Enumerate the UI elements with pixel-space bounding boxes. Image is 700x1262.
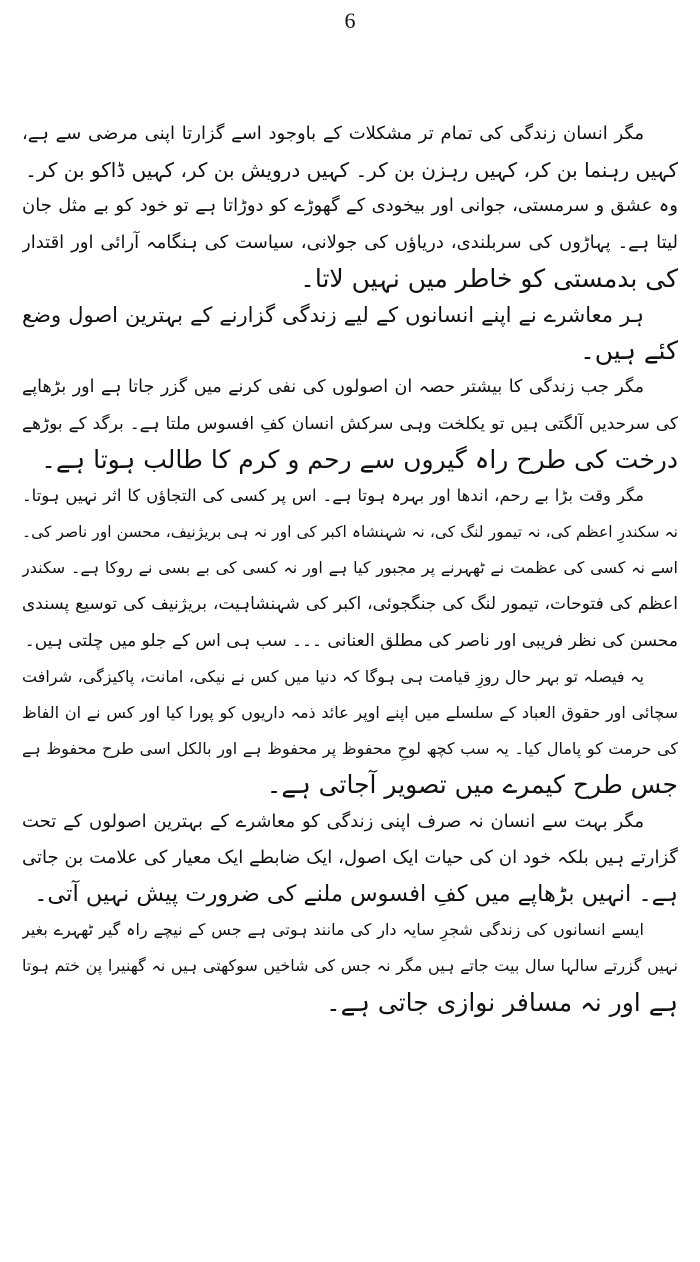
text-line: کی حرمت کو پامال کیا۔ یہ سب کچھ لوحِ محفوظ پر محفوظ ہے اور بالکل اسی طرح محفوظ ہے <box>22 739 678 759</box>
text-line: کی بدمستی کو خاطر میں نہیں لاتا۔ <box>300 263 678 293</box>
text-line: محسن کی نظر فریبی اور ناصر کی مطلق العنانی ۔۔۔ سب ہی اس کے جلو میں چلتی ہیں۔ <box>24 630 678 651</box>
text-line: ہے اور نہ مسافر نوازی جاتی ہے۔ <box>325 987 678 1017</box>
text-line: ہے۔ انہیں بڑھاپے میں کفِ افسوس ملنے کی ضرورت پیش نہیں آتی۔ <box>34 880 678 907</box>
text-line: سچائی اور حقوق العباد کے سلسلے میں اپنے اوپر عائد ذمہ داریوں کو پورا کیا اور کس نے ان الفاظ <box>22 703 678 722</box>
text-line: کی سرحدیں آلگتی ہیں تو یکلخت وہی سرکش انسان کفِ افسوس ملتا ہے۔ برگد کے بوڑھے <box>22 413 678 434</box>
text-line: مگر جب زندگی کا بیشتر حصہ ان اصولوں کی نفی کرنے میں گزر جاتا ہے اور بڑھاپے <box>22 377 644 398</box>
text-line: ایسے انسانوں کی زندگی شجرِ سایہ دار کی مانند ہوتی ہے جس کے نیچے راہ گیر ٹھہرے بغیر <box>22 920 644 940</box>
text-line: اسے نہ کسی کی عظمت نے ٹھہرنے پر مجبور کیا ہے اور نہ کسی کی بے بسی نے روکا ہے۔ سکندر <box>22 558 678 578</box>
text-line: لیتا ہے۔ پہاڑوں کی سربلندی، دریاؤں کی جولانی، سیاست کی ہنگامہ آرائی اور اقتدار <box>22 231 678 253</box>
text-line: کئے ہیں۔ <box>580 336 678 366</box>
text-line: ہر معاشرے نے اپنے انسانوں کے لیے زندگی گزارنے کے بہترین اصول وضع <box>22 302 644 327</box>
text-line: مگر وقت بڑا بے رحم، اندھا اور بہرہ ہوتا ہے۔ اس پر کسی کی التجاؤں کا اثر نہیں ہوتا۔ <box>22 485 644 505</box>
text-line: مگر انسان زندگی کی تمام تر مشکلات کے باوجود اسے گزارتا اپنی مرضی سے ہے، <box>22 123 644 144</box>
text-line: جس طرح کیمرے میں تصویر آجاتی ہے۔ <box>266 770 678 800</box>
text-line: نہیں گزرتے سالہا سال بیت جاتے ہیں مگر نہ جس کی شاخیں سوکھتی ہیں نہ گھنیرا پن ختم ہوتا <box>22 956 678 976</box>
text-line: کہیں رہنما بن کر، کہیں رہزن بن کر۔ کہیں درویش بن کر، کہیں ڈاکو بن کر۔ <box>25 158 678 183</box>
text-line: یہ فیصلہ تو بہر حال روزِ قیامت ہی ہوگا کہ دنیا میں کس نے نیکی، امانت، پاکیزگی، شرافت <box>22 666 644 686</box>
text-line: گزارتے ہیں بلکہ خود ان کی حیات ایک اصول، ایک ضابطے ایک معیار کی علامت بن جاتی <box>22 846 678 868</box>
text-line: درخت کی طرح راہ گیروں سے رحم و کرم کا طالب ہوتا ہے۔ <box>41 444 678 474</box>
text-line: وہ عشق و سرمستی، جوانی اور بیخودی کے گھوڑے کو دوڑاتا ہے تو خود کو بے مثل جان <box>22 195 678 217</box>
text-line: مگر بہت سے انسان نہ صرف اپنی زندگی کو معاشرے کے بہترین اصولوں کے تحت <box>22 810 644 832</box>
urdu-text-body <box>22 116 678 1021</box>
text-line: اعظم کی فتوحات، تیمور لنگ کی جنگجوئی، اکبر کی شہنشاہیت، بریژنیف کی توسیع پسندی <box>22 594 678 615</box>
text-line: نہ سکندرِ اعظم کی، نہ تیمور لنگ کی، نہ شہنشاہ اکبر کی اور نہ ہی بریژنیف، محسن اور ناصر کی۔ <box>22 523 678 542</box>
page-number: 6 <box>344 8 356 33</box>
